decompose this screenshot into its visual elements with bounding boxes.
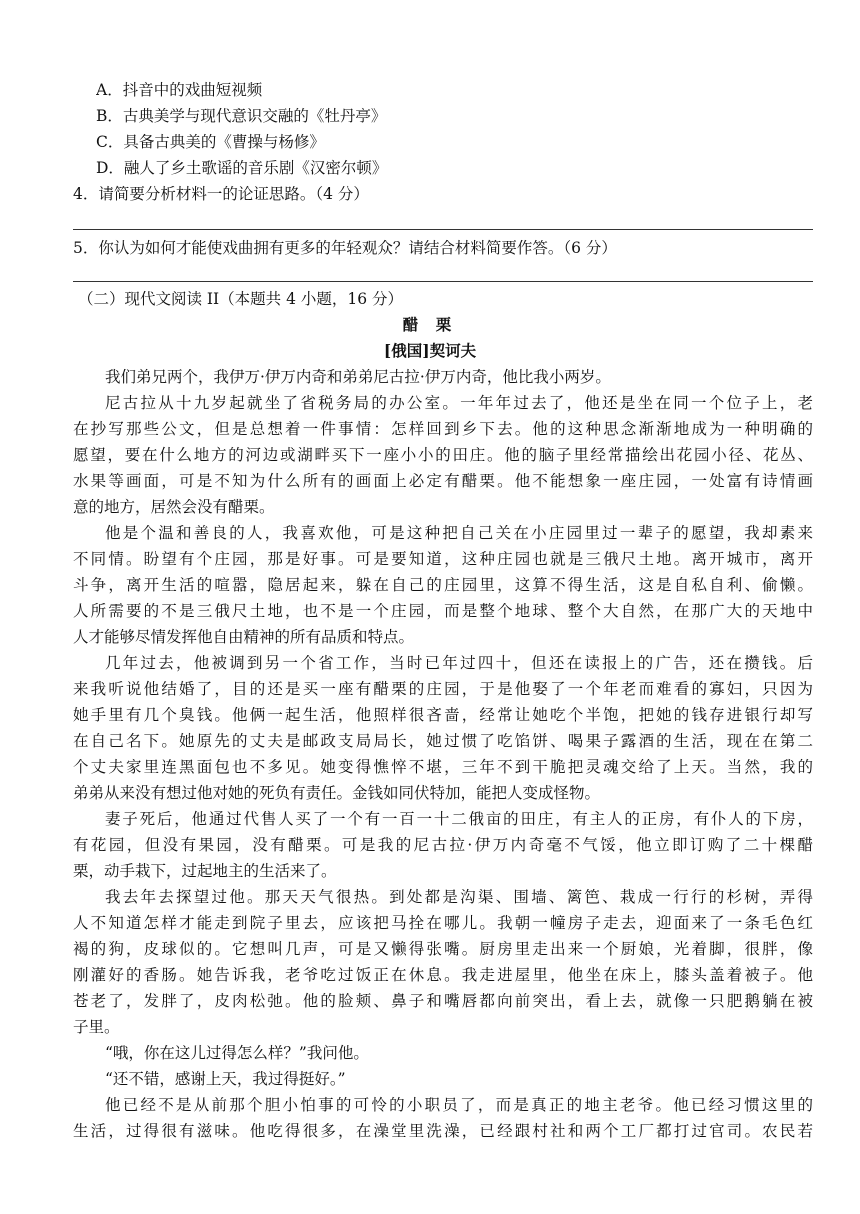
text-line: 苍老了，发胖了，皮肉松弛。他的脸颊、鼻子和嘴唇都向前突出，看上去，就像一只肥鹅躺在被: [73, 992, 813, 1010]
question-4: 4．请简要分析材料一的论证思路。（4 分）: [73, 185, 369, 203]
option-a: A．抖音中的戏曲短视频: [96, 81, 263, 99]
text-line: 个丈夫家里连黑面包也不多见。她变得憔悴不堪，三年不到干脆把灵魂交给了上天。当然，我的: [73, 758, 813, 776]
text-line: 人才能够尽情发挥他自由精神的所有品质和特点。: [73, 628, 415, 646]
text-line: 人不知道怎样才能走到院子里去，应该把马拴在哪儿。我朝一幢房子走去，迎面来了一条毛色红: [73, 914, 813, 932]
answer-line-5: [73, 281, 813, 282]
text-line: 愿望，要在什么地方的河边或湖畔买下一座小小的田庄。他的脑子里经常描绘出花园小径、花丛、: [73, 446, 813, 464]
text-line: 她手里有几个臭钱。他俩一起生活，他照样很吝啬，经常让她吃个半饱，把她的钱存进银行却写: [73, 706, 813, 724]
article-author: [俄国]契诃夫: [383, 341, 477, 360]
text-line: 不同情。盼望有个庄园，那是好事。可是要知道，这种庄园也就是三俄尺土地。离开城市，离开: [73, 550, 813, 568]
section-heading: （二）现代文阅读 II（本题共 4 小题，16 分）: [78, 290, 404, 308]
text-line: 刚灌好的香肠。她告诉我，老爷吃过饭正在休息。我走进屋里，他坐在床上，膝头盖着被子。他: [73, 966, 813, 984]
text-line: 他已经不是从前那个胆小怕事的可怜的小职员了，而是真正的地主老爷。他已经习惯这里的: [105, 1096, 813, 1114]
dialogue-line: “哦，你在这儿过得怎么样？”我问他。: [105, 1044, 369, 1062]
text-line: 在自己名下。她原先的丈夫是邮政支局局长，她过惯了吃馅饼、喝果子露酒的生活，现在在第二: [73, 732, 813, 750]
text-line: 人所需要的不是三俄尺土地，也不是一个庄园，而是整个地球、整个大自然，在那广大的天地中: [73, 602, 813, 620]
text-line: 几年过去，他被调到另一个省工作，当时已年过四十，但还在读报上的广告，还在攒钱。后: [105, 654, 813, 672]
option-b: B．古典美学与现代意识交融的《牡丹亭》: [96, 107, 387, 125]
text-line: 子里。: [73, 1018, 120, 1036]
text-line: 弟弟从来没有想过他对她的死负有责任。金钱如同伏特加，能把人变成怪物。: [73, 784, 601, 802]
option-c: C．具备古典美的《曹操与杨修》: [96, 133, 325, 151]
text-line: 有花园，但没有果园，没有醋栗。可是我的尼古拉·伊万内奇毫不气馁，他立即订购了二十棵醋: [73, 836, 813, 854]
option-d: D．融人了乡土歌谣的音乐剧《汉密尔顿》: [96, 159, 388, 177]
text-line: 生活，过得很有滋味。他吃得很多，在澡堂里洗澡，已经跟村社和两个工厂都打过官司。农民若: [73, 1122, 813, 1140]
dialogue-line: “还不错，感谢上天，我过得挺好。”: [105, 1070, 346, 1088]
text-line: 意的地方，居然会没有醋栗。: [73, 498, 275, 516]
text-line: 他是个温和善良的人，我喜欢他，可是这种把自己关在小庄园里过一辈子的愿望，我却素来: [105, 524, 813, 542]
text-line: 来我听说他结婚了，目的还是买一座有醋栗的庄园，于是他娶了一个年老而难看的寡妇，只因为: [73, 680, 813, 698]
text-line: 斗争，离开生活的喧嚣，隐居起来，躲在自己的庄园里，这算不得生活，这是自私自利、偷懒。: [73, 576, 813, 594]
text-line: 褐的狗，皮球似的。它想叫几声，可是又懒得张嘴。厨房里走出来一个厨娘，光着脚，很胖，像: [73, 940, 813, 958]
answer-line-4: [73, 229, 813, 230]
text-line: 我去年去探望过他。那天天气很热。到处都是沟渠、围墙、篱笆、栽成一行行的杉树，弄得: [105, 888, 813, 906]
text-line: 我们弟兄两个，我伊万·伊万内奇和弟弟尼古拉·伊万内奇，他比我小两岁。: [105, 368, 611, 386]
question-5: 5．你认为如何才能使戏曲拥有更多的年轻观众？请结合材料简要作答。（6 分）: [73, 239, 617, 257]
text-line: 水果等画面，可是不知为什么所有的画面上必定有醋栗。他不能想象一座庄园，一处富有诗情画: [73, 472, 813, 490]
text-line: 栗，动手栽下，过起地主的生活来了。: [73, 862, 337, 880]
text-line: 妻子死后，他通过代售人买了一个有一百一十二俄亩的田庄，有主人的正房，有仆人的下房，: [105, 810, 813, 828]
text-line: 尼古拉从十九岁起就坐了省税务局的办公室。一年年过去了，他还是坐在同一个位子上，老: [105, 394, 813, 412]
article-title: 醋 栗: [402, 315, 458, 334]
text-line: 在抄写那些公文，但是总想着一件事情：怎样回到乡下去。他的这种思念渐渐地成为一种明确的: [73, 420, 813, 438]
